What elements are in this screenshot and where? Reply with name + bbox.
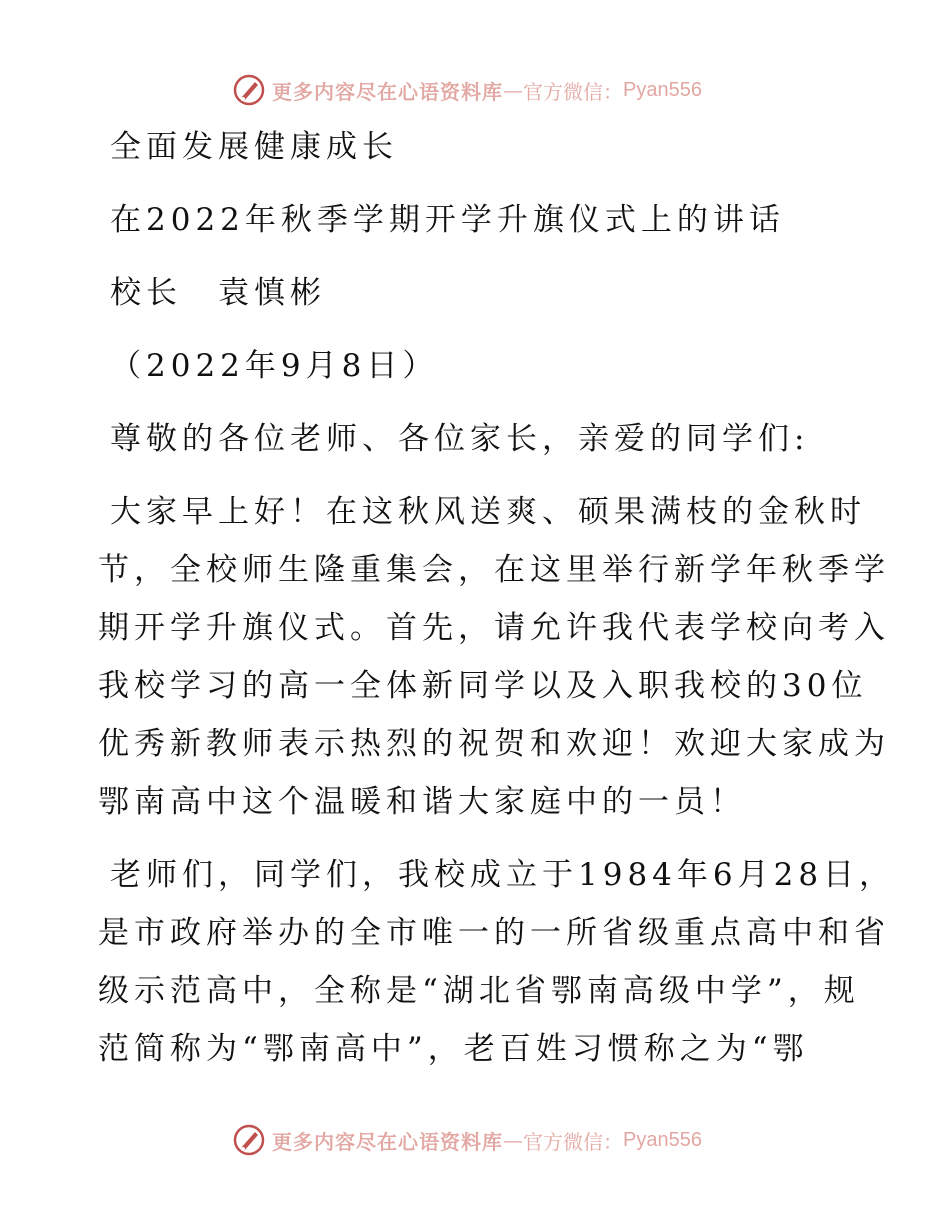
paragraph-line: 优秀新教师表示热烈的祝贺和欢迎！欢迎大家成为: [98, 726, 890, 762]
paragraph-line: 范简称为“鄂南高中”，老百姓习惯称之为“鄂: [98, 1031, 809, 1067]
document-title: 全面发展健康成长: [110, 129, 398, 165]
paragraph-line: 鄂南高中这个温暖和谐大家庭中的一员！: [98, 784, 746, 820]
banner-separator: —: [503, 1128, 523, 1152]
banner-wechat-label: 官方微信：: [523, 79, 623, 104]
paragraph-line: 是市政府举办的全市唯一的一所省级重点高中和省: [98, 915, 890, 951]
document-subtitle: 在2022年秋季学期开学升旗仪式上的讲话: [110, 202, 785, 238]
paragraph-school-history: [98, 846, 896, 1078]
paragraph-line: 我校学习的高一全体新同学以及入职我校的30位: [98, 668, 868, 704]
paragraph-line: 老师们，同学们，我校成立于1984年6月28日，: [110, 857, 896, 893]
paragraph-line: 节，全校师生隆重集会，在这里举行新学年秋季学: [98, 552, 890, 588]
banner-main-text: 更多内容尽在心语资料库: [272, 1129, 503, 1154]
paragraph-line: 大家早上好！在这秋风送爽、硕果满枝的金秋时: [110, 494, 866, 530]
date-line: （2022年9月8日）: [110, 348, 439, 384]
speaker-line: 校长 袁慎彬: [110, 275, 326, 311]
banner-wechat-id: Pyan556: [623, 1128, 702, 1151]
paragraph-line: 级示范高中，全称是“湖北省鄂南高级中学”，规: [98, 973, 860, 1009]
banner-separator: —: [503, 78, 523, 102]
banner-wechat-id: Pyan556: [623, 78, 702, 101]
banner-main-text: 更多内容尽在心语资料库: [272, 79, 503, 104]
pen-logo-icon: [232, 1123, 266, 1157]
pen-logo-icon: [232, 73, 266, 107]
document-body: [98, 118, 896, 1093]
paragraph-welcome: [98, 483, 890, 831]
footer-banner: [232, 1120, 702, 1160]
header-banner: [232, 70, 702, 110]
banner-wechat-label: 官方微信：: [523, 1129, 623, 1154]
greeting-line: 尊敬的各位老师、各位家长，亲爱的同学们:: [110, 421, 810, 457]
paragraph-line: 期开学升旗仪式。首先，请允许我代表学校向考入: [98, 610, 890, 646]
